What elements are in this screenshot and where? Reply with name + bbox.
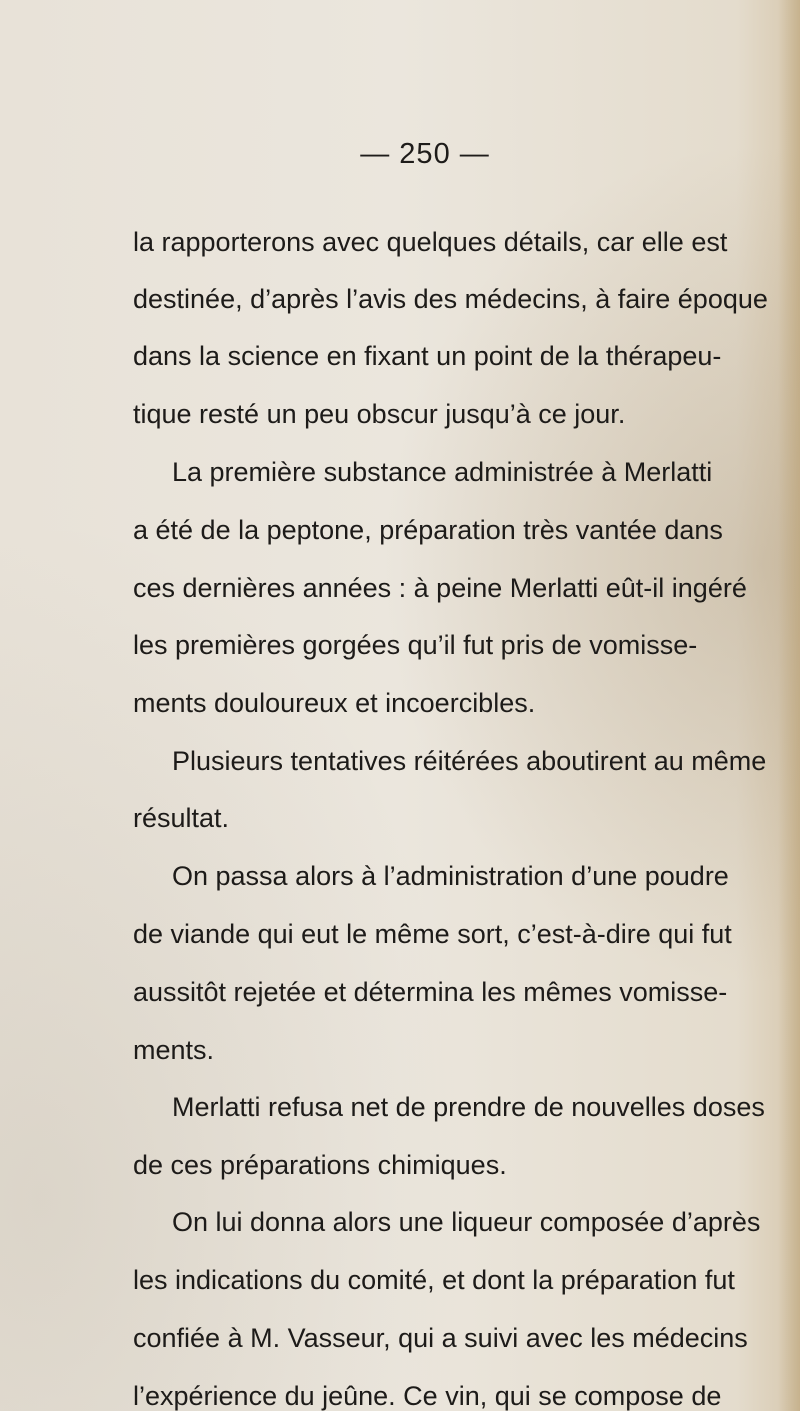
text-line: de viande qui eut le même sort, c’est-à-dire qui fut: [133, 919, 732, 949]
text-line: tique resté un peu obscur jusqu’à ce jour.: [133, 399, 626, 429]
text-line: Merlatti refusa net de prendre de nouvelles doses: [172, 1092, 765, 1122]
text-line: aussitôt rejetée et détermina les mêmes vomisse-: [133, 977, 728, 1007]
text-line: la rapporterons avec quelques détails, car elle est: [133, 227, 728, 257]
text-line: de ces préparations chimiques.: [133, 1150, 507, 1180]
text-line: La première substance administrée à Merlatti: [172, 457, 713, 487]
text-line: a été de la peptone, préparation très vantée dans: [133, 515, 723, 545]
text-line: les indications du comité, et dont la préparation fut: [133, 1265, 735, 1295]
text-line: ments.: [133, 1035, 215, 1065]
text-line: Plusieurs tentatives réitérées aboutirent au même: [172, 746, 767, 776]
text-line: dans la science en fixant un point de la thérapeu-: [133, 341, 722, 371]
page-number: — 250 —: [360, 138, 490, 170]
text-line: ces dernières années : à peine Merlatti eût-il ingéré: [133, 573, 747, 603]
text-line: On passa alors à l’administration d’une poudre: [172, 861, 729, 891]
text-line: ments douloureux et incoercibles.: [133, 688, 536, 718]
text-line: résultat.: [133, 803, 230, 833]
text-line: confiée à M. Vasseur, qui a suivi avec les médecins: [133, 1323, 748, 1353]
text-line: destinée, d’après l’avis des médecins, à faire époque: [133, 284, 768, 314]
text-line: l’expérience du jeûne. Ce vin, qui se compose de: [133, 1381, 722, 1411]
text-line: les premières gorgées qu’il fut pris de vomisse-: [133, 630, 698, 660]
page-edge-shadow: [778, 0, 800, 1411]
text-line: On lui donna alors une liqueur composée d’après: [172, 1207, 761, 1237]
